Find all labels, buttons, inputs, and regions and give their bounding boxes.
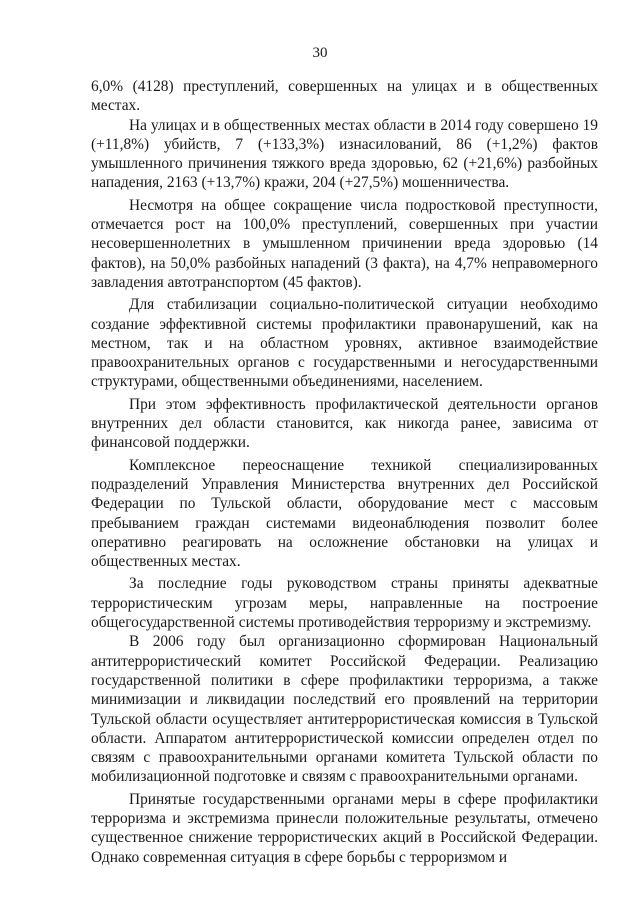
page-number: 30 <box>312 45 328 61</box>
paragraph: Комплексное переоснащение техникой специализированных подразделений Управления Министерства внутренних дел Российской Федерации по Тульской области, оборудование мест с массовым пребыванием граждан системами видеонаблюдения позволит более оперативно реагировать на осложнение обстановки на улицах и общественных местах. <box>91 456 598 571</box>
paragraph: На улицах и в общественных местах области в 2014 году совершено 19 (+11,8%) убийств, 7 (+133,3%) изнасилований, 86 (+1,2%) фактов умышленного причинения тяжкого вреда здоровью, 62 (+21,6%) разбойных нападения, 2163 (+13,7%) кражи, 204 (+27,5%) мошенничества. <box>91 116 598 192</box>
paragraph: В 2006 году был организационно сформирован Национальный антитеррористический комитет Российской Федерации. Реализацию государственной политики в сфере профилактики терроризма, а также минимизации и ликвидации последствий его проявлений на территории Тульской области осуществляет антитеррористическая комиссия в Тульской области. Аппаратом антитеррористической комиссии определен отдел по связям с правоохранительными органами комитета Тульской области по мобилизационной подготовке и связям с правоохранительными органами. <box>91 633 598 786</box>
paragraph: 6,0% (4128) преступлений, совершенных на улицах и в общественных местах. <box>91 78 598 115</box>
paragraph: Принятые государственными органами меры в сфере профилактики терроризма и экстремизма принесли положительные результаты, отмечено существенное снижение террористических акций в Российской Федерации. Однако современная ситуация в сфере борьбы с терроризмом и <box>91 790 598 866</box>
paragraph: При этом эффективность профилактической деятельности органов внутренних дел области становится, как никогда ранее, зависима от финансовой поддержки. <box>91 395 598 452</box>
paragraph: Несмотря на общее сокращение числа подростковой преступности, отмечается рост на 100,0% преступлений, совершенных при участии несовершеннолетних в умышленном причинении вреда здоровью (14 фактов), на 50,0% разбойных нападений (3 факта), на 4,7% неправомерного завладения автотранспортом (45 фактов). <box>91 196 598 291</box>
paragraph: За последние годы руководством страны приняты адекватные террористическим угрозам меры, направленные на построение общегосударственной системы противодействия терроризму и экстремизму. <box>91 575 598 632</box>
paragraph: Для стабилизации социально-политической ситуации необходимо создание эффективной системы профилактики правонарушений, как на местном, так и на областном уровнях, активное взаимодействие правоохранительных органов с государственными и негосударственными структурами, общественными объединениями, населением. <box>91 296 598 391</box>
document-body <box>91 77 598 867</box>
